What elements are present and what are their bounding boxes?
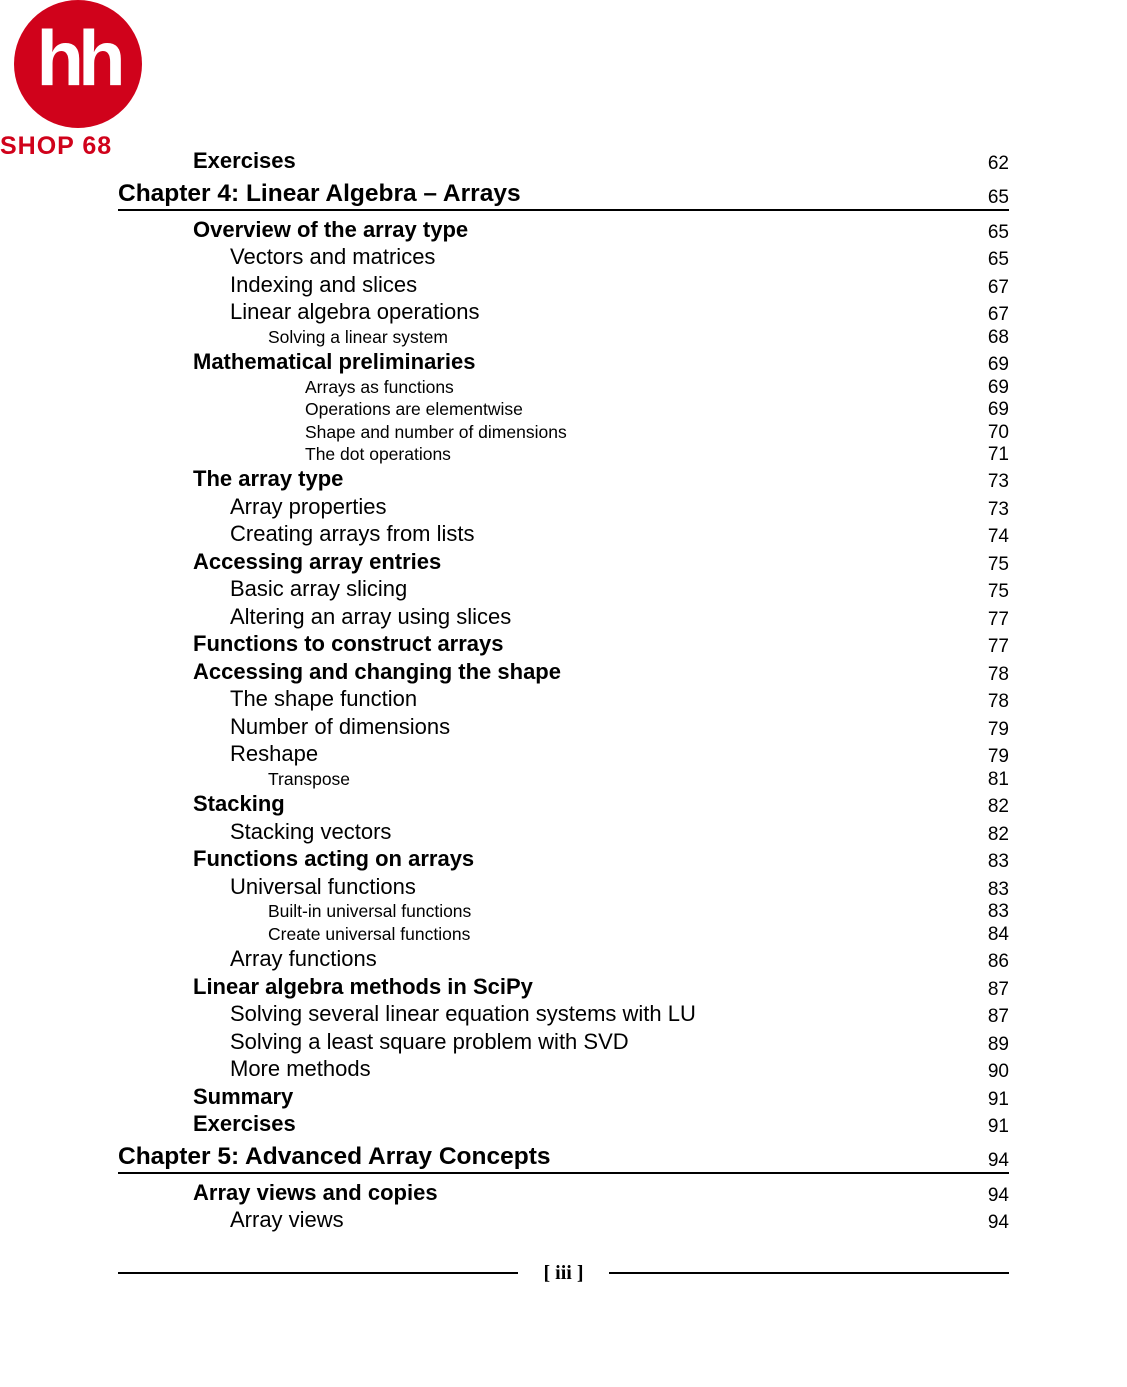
- toc-entry-page: 73: [987, 471, 1009, 492]
- toc-entry-title: Linear algebra operations: [230, 299, 480, 324]
- toc-entry-page: 71: [987, 444, 1009, 465]
- toc-entry-title: Linear algebra methods in SciPy: [193, 974, 533, 999]
- toc-entry-title: Accessing array entries: [193, 549, 442, 574]
- toc-entry-page: 65: [987, 249, 1009, 270]
- footer-rule-right: [609, 1272, 1009, 1274]
- toc-entry-title: Creating arrays from lists: [230, 521, 475, 546]
- toc-entry-page: 94: [987, 1185, 1009, 1206]
- toc-entry-page: 89: [987, 1034, 1009, 1055]
- toc-entry-page: 83: [987, 901, 1009, 922]
- toc-entry-page: 86: [987, 951, 1009, 972]
- toc-entry-title: Basic array slicing: [230, 576, 408, 601]
- toc-entry-page: 75: [987, 554, 1009, 575]
- toc-chapter-title: Chapter 5: Advanced Array Concepts: [118, 1143, 551, 1170]
- chapter-rule: [118, 1172, 1009, 1174]
- page-number: [ iii ]: [543, 1262, 584, 1284]
- toc-entry-title: Array properties: [230, 494, 387, 519]
- toc-entry-title: Functions to construct arrays: [193, 631, 504, 656]
- toc-entry-title: Number of dimensions: [230, 714, 451, 739]
- toc-entry-page: 90: [987, 1061, 1009, 1082]
- toc-entry-title: Functions acting on arrays: [193, 846, 475, 871]
- toc-entry-title: Shape and number of dimensions: [305, 422, 567, 442]
- toc-entry-page: 69: [987, 399, 1009, 420]
- toc-entry-title: Stacking: [193, 791, 285, 816]
- toc-entry-title: Exercises: [193, 1111, 296, 1136]
- toc-entry-page: 68: [987, 327, 1009, 348]
- toc-entry-page: 91: [987, 1089, 1009, 1110]
- toc-entry-page: 74: [987, 526, 1009, 547]
- toc-entry-page: 73: [987, 499, 1009, 520]
- toc-entry-page: 70: [987, 422, 1009, 443]
- toc-chapter-page: 65: [987, 187, 1009, 208]
- toc-entry-page: 84: [987, 924, 1009, 945]
- toc-entry-title: Built-in universal functions: [268, 901, 472, 921]
- toc-entry-title: Array views and copies: [193, 1180, 438, 1205]
- toc-entry-title: Summary: [193, 1084, 294, 1109]
- toc-entry-page: 78: [987, 664, 1009, 685]
- toc-entry-title: Indexing and slices: [230, 272, 418, 297]
- toc-entry-page: 94: [987, 1212, 1009, 1233]
- toc-entry-title: Operations are elementwise: [305, 399, 523, 419]
- toc-chapter-title: Chapter 4: Linear Algebra – Arrays: [118, 180, 521, 207]
- toc-entry-title: Arrays as functions: [305, 377, 454, 397]
- toc-entry-page: 83: [987, 879, 1009, 900]
- toc-entry-title: Mathematical preliminaries: [193, 349, 476, 374]
- toc-entry-title: Transpose: [268, 769, 351, 789]
- toc-entry-page: 87: [987, 979, 1009, 1000]
- toc-entry-page: 69: [987, 377, 1009, 398]
- toc-entry-page: 82: [987, 796, 1009, 817]
- toc-entry-title: Vectors and matrices: [230, 244, 436, 269]
- toc-entry-page: 87: [987, 1006, 1009, 1027]
- toc-entry-page: 67: [987, 304, 1009, 325]
- toc-entry-page: 78: [987, 691, 1009, 712]
- toc-entry-title: Stacking vectors: [230, 819, 392, 844]
- toc-entry-page: 75: [987, 581, 1009, 602]
- toc-entry-title: The shape function: [230, 686, 418, 711]
- toc-entry-page: 79: [987, 719, 1009, 740]
- toc-entry-title: Create universal functions: [268, 924, 471, 944]
- toc-entry-page: 62: [987, 153, 1009, 174]
- toc-entry-title: Accessing and changing the shape: [193, 659, 561, 684]
- toc-entry-title: More methods: [230, 1056, 371, 1081]
- toc-entry-page: 67: [987, 277, 1009, 298]
- toc-entry-page: 65: [987, 222, 1009, 243]
- toc-entry-title: Exercises: [193, 148, 296, 173]
- toc-entry-title: Reshape: [230, 741, 319, 766]
- shop-logo: [14, 0, 142, 128]
- toc-entry-page: 69: [987, 354, 1009, 375]
- footer-rule-left: [118, 1272, 518, 1274]
- toc-entry-title: The dot operations: [305, 444, 451, 464]
- toc-entry-page: 82: [987, 824, 1009, 845]
- logo-mark: hh: [36, 14, 120, 102]
- toc-chapter-page: 94: [987, 1150, 1009, 1171]
- toc-entry-page: 91: [987, 1116, 1009, 1137]
- toc-entry-title: Solving a linear system: [268, 327, 448, 347]
- toc-entry-page: 83: [987, 851, 1009, 872]
- toc-entry-title: Universal functions: [230, 874, 416, 899]
- logo-caption: SHOP 68: [0, 132, 113, 160]
- toc-entry-title: Array functions: [230, 946, 377, 971]
- toc-entry-page: 79: [987, 746, 1009, 767]
- toc-entry-page: 77: [987, 609, 1009, 630]
- toc-entry-page: 81: [987, 769, 1009, 790]
- toc-entry-title: Solving a least square problem with SVD: [230, 1029, 629, 1054]
- toc-entry-page: 77: [987, 636, 1009, 657]
- toc-entry-title: The array type: [193, 466, 344, 491]
- toc-entry-title: Overview of the array type: [193, 217, 469, 242]
- chapter-rule: [118, 209, 1009, 211]
- toc-entry-title: Array views: [230, 1207, 344, 1232]
- toc-entry-title: Solving several linear equation systems with LU: [230, 1001, 696, 1026]
- toc-entry-title: Altering an array using slices: [230, 604, 512, 629]
